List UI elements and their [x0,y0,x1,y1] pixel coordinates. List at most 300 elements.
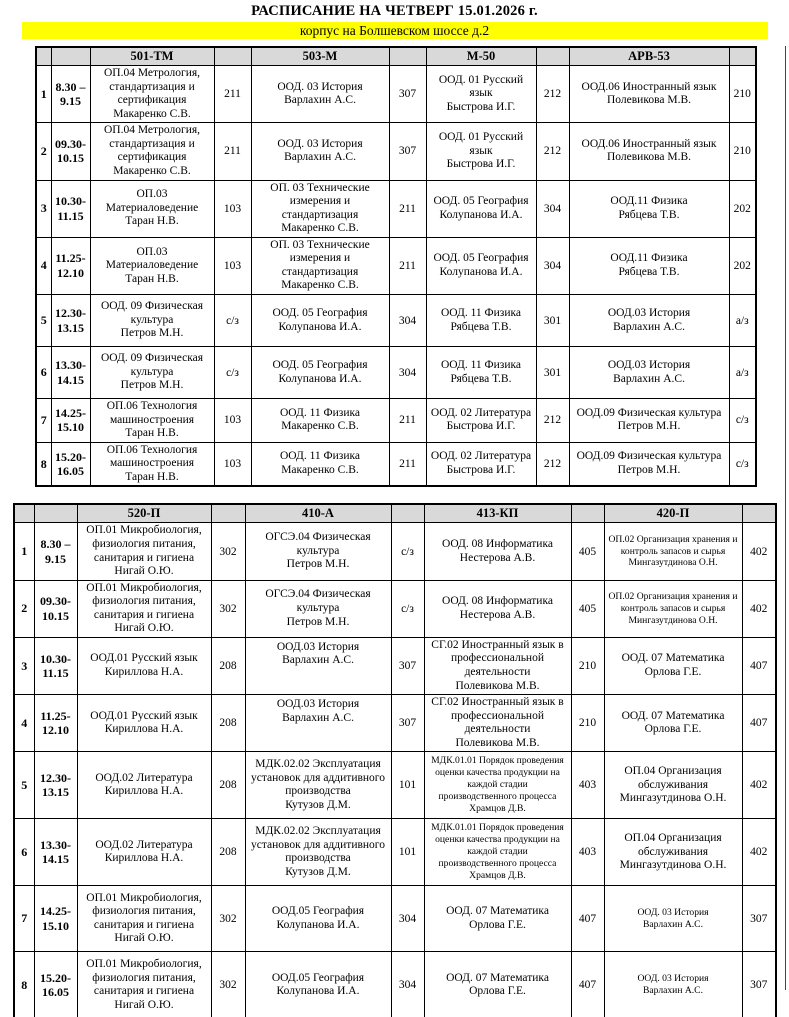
room-number: 405 [571,523,604,580]
teacher-name: Петров М.Н. [286,615,350,628]
lesson-cell [426,123,536,180]
lesson-time: 11.25-12.10 [34,695,77,752]
lesson-cell [604,952,742,1017]
lesson-time: 09.30-10.15 [34,580,77,637]
lesson-cell [426,347,536,399]
subject-name: ОП.01 Микробиология, физиология питания, санитария и гигиена [86,891,202,931]
subject-name: ООД. 05 География [272,358,368,371]
room-number: 307 [742,952,776,1017]
subject-name: ОП.01 Микробиология, физиология питания, санитария и гигиена [86,581,202,621]
room-number: 402 [742,580,776,637]
room-number: 302 [211,580,245,637]
subject-name: ОП.03 Материаловедение [105,188,199,214]
table-row [36,347,756,399]
teacher-name: Мингазутдинова О.Н. [619,792,727,805]
room-number: 307 [391,637,424,694]
lesson-cell [569,237,729,294]
lesson-cell [245,952,391,1017]
lesson-cell [77,580,211,637]
room-number: 211 [389,399,426,443]
subject-name: МДК.01.01 Порядок проведения оценки качества продукции на каждой стадии производственного процесса [431,822,564,870]
room-number: 212 [536,442,569,486]
teacher-name: Макаренко С.В. [281,222,359,235]
subject-name: ООД. 07 Математика [621,709,725,722]
lesson-cell [77,695,211,752]
teacher-name: Нестерова А.В. [459,608,536,621]
teacher-name: Быстрова И.Г. [446,158,516,171]
teacher-name: Колупанова И.А. [276,918,360,931]
subject-name: ООД.06 Иностранный язык [581,137,717,150]
lesson-cell [426,180,536,237]
lesson-cell [569,399,729,443]
lesson-cell [245,580,391,637]
table-row [36,399,756,443]
teacher-name: Варлахин А.С. [643,918,703,930]
teacher-name: Полевикова М.В. [607,151,691,164]
subject-name: ОП.04 Метрология, стандартизация и сертификация [103,67,201,107]
room-number: 101 [391,819,424,886]
teacher-name: Варлахин А.С. [284,151,356,164]
room-number: а/з [729,295,756,347]
room-number: 212 [536,399,569,443]
room-number: 302 [211,886,245,952]
teacher-name: Варлахин А.С. [613,372,685,385]
teacher-name: Колупанова И.А. [276,985,360,998]
lesson-cell [245,819,391,886]
lesson-time: 09.30-10.15 [51,123,90,180]
room-number: 302 [211,523,245,580]
lesson-cell [245,695,391,752]
header-empty-cell [34,504,77,523]
teacher-name: Кириллова Н.А. [104,666,184,678]
header-empty-cell [51,47,90,66]
subject-name: ООД. 11 Физика [279,406,361,419]
teacher-name: Кутузов Д.М. [285,865,351,878]
subject-name: ООД.01 Русский язык [90,652,198,665]
lesson-cell [424,523,571,580]
lesson-cell [424,952,571,1017]
lesson-number: 6 [14,819,34,886]
table-row [36,237,756,294]
room-number: с/з [391,580,424,637]
subject-name: ООД. 03 История [637,973,709,985]
room-number: 402 [742,523,776,580]
group-header: 420-П [604,504,742,523]
header-empty-cell [742,504,776,523]
lesson-cell [569,66,729,123]
room-number: с/з [214,295,251,347]
lesson-time: 14.25-15.10 [51,399,90,443]
room-number: 407 [742,637,776,694]
teacher-name: Кутузов Д.М. [285,798,351,811]
teacher-name: Нигай О.Ю. [114,622,174,635]
room-number: 103 [214,442,251,486]
lesson-number: 2 [36,123,51,180]
lesson-cell [77,886,211,952]
teacher-name: Варлахин А.С. [284,94,356,107]
subject-name: ООД.11 Физика [610,195,688,208]
subject-name: ОП.01 Микробиология, физиология питания, санитария и гигиена [86,524,202,564]
subject-name: ООД. 08 Информатика [442,595,553,608]
header-empty-cell [36,47,51,66]
lesson-cell [424,695,571,752]
group-header: М-50 [426,47,536,66]
lesson-cell [245,752,391,819]
teacher-name: Нигай О.Ю. [114,565,174,578]
header-empty-cell [571,504,604,523]
table-row [14,580,776,637]
subject-name: СГ.02 Иностранный язык в профессиональной деятельности [431,696,564,736]
teacher-name: Макаренко С.В. [113,107,191,120]
lesson-cell [424,752,571,819]
subject-name: ОП. 03 Технические измерения и стандартизация [270,238,370,278]
lesson-time: 12.30-13.15 [34,752,77,819]
lesson-cell [90,347,214,399]
room-number: 103 [214,237,251,294]
lesson-cell [569,180,729,237]
lesson-cell [251,180,389,237]
subject-name: ООД. 02 Литература [430,450,532,463]
subject-name: ОП.06 Технология машиностроения [106,400,198,426]
subject-name: ООД. 11 Физика [440,306,522,319]
subject-name: ООД.05 География [271,905,365,918]
group-header: 410-А [245,504,391,523]
room-number: 304 [391,952,424,1017]
room-number: 304 [536,180,569,237]
lesson-cell [604,637,742,694]
table-row [36,66,756,123]
teacher-name: Кириллова Н.А. [104,852,184,865]
subject-name: ООД.03 История [607,306,691,319]
room-number: 212 [536,123,569,180]
group-header-row [36,47,756,66]
subject-name: ООД. 05 География [272,306,368,319]
lesson-cell [604,752,742,819]
header-empty-cell [214,47,251,66]
teacher-name: Кириллова Н.А. [104,785,184,798]
subject-name: ОП.02 Организация хранения и контроль запасов и сырья [608,590,738,614]
subject-name: ООД. 03 История [277,137,363,150]
lesson-number: 5 [14,752,34,819]
lesson-cell [426,399,536,443]
campus-subtitle-highlight [22,22,768,39]
subject-name: ООД. 01 Русский язык [438,73,524,100]
table-row [36,442,756,486]
teacher-name: Орлова Г.Е. [644,666,702,678]
teacher-name: Кириллова Н.А. [104,723,184,736]
lesson-time: 10.30-11.15 [51,180,90,237]
room-number: 405 [571,580,604,637]
room-number: 210 [571,637,604,694]
teacher-name: Храмцов Д.В. [469,870,526,882]
room-number: 212 [536,66,569,123]
teacher-name: Нестерова А.В. [459,551,536,564]
lesson-time: 14.25-15.10 [34,886,77,952]
lesson-cell [251,442,389,486]
table-row [14,886,776,952]
teacher-name: Орлова Г.Е. [644,723,702,736]
table-row [36,295,756,347]
room-number: 210 [729,66,756,123]
lesson-cell [251,295,389,347]
teacher-name: Варлахин А.С. [613,320,685,333]
subject-name: ОП.04 Организация обслуживания [624,765,722,791]
lesson-cell [426,442,536,486]
lesson-cell [604,580,742,637]
teacher-name: Петров М.Н. [286,558,350,571]
subject-name: ООД. 01 Русский язык [438,131,524,157]
teacher-name: Полевикова М.В. [455,736,540,749]
lesson-cell [77,952,211,1017]
lesson-time: 8.30 – 9.15 [51,66,90,123]
lesson-cell [245,886,391,952]
lesson-time: 12.30-13.15 [51,295,90,347]
teacher-name: Таран Н.В. [125,215,179,228]
subject-name: ОП. 03 Технические измерения и стандартизация [270,181,370,221]
subject-name: ООД. 07 Математика [446,971,549,984]
room-number: 304 [389,295,426,347]
room-number: 307 [389,66,426,123]
lesson-cell [245,523,391,580]
room-number: 407 [571,886,604,952]
subject-name: ООД.05 География [271,971,365,984]
table-row [14,695,776,752]
subject-name: МДК.02.02 Эксплуатация установок для аддитивного производства [250,825,385,865]
subject-name: ООД.03 История [276,698,360,711]
table-row [14,523,776,580]
room-number: 301 [536,347,569,399]
group-header-row [14,504,776,523]
lesson-cell [604,886,742,952]
teacher-name: Быстрова И.Г. [446,420,516,433]
room-number: 202 [729,180,756,237]
table-row [36,180,756,237]
subject-name: ООД.03 История [607,358,691,371]
subject-name: ОП.02 Организация хранения и контроль запасов и сырья [608,533,738,557]
teacher-name: Мингазутдинова О.Н. [628,614,718,626]
room-number: 211 [214,66,251,123]
room-number: 304 [389,347,426,399]
room-number: 407 [742,695,776,752]
schedule-table-2 [13,503,777,1017]
subject-name: ООД. 05 География [433,252,529,265]
lesson-number: 3 [36,180,51,237]
room-number: 208 [211,695,245,752]
subject-name: ООД. 11 Физика [279,450,361,463]
lesson-cell [90,66,214,123]
group-header: 501-ТМ [90,47,214,66]
subject-name: ОГСЭ.04 Физическая культура [265,588,371,614]
teacher-name: Полевикова М.В. [455,679,540,692]
room-number: 302 [211,952,245,1017]
teacher-name: Варлахин А.С. [643,985,703,997]
subject-name: ОП.01 Микробиология, физиология питания, санитария и гигиена [86,958,202,998]
teacher-name: Быстрова И.Г. [446,100,516,113]
teacher-name: Петров М.Н. [617,420,681,433]
subject-name: ОГСЭ.04 Физическая культура [265,531,371,557]
lesson-cell [90,123,214,180]
header-empty-cell [211,504,245,523]
lesson-cell [251,66,389,123]
subject-name: ООД. 07 Математика [446,905,549,918]
lesson-time: 15.20-16.05 [34,952,77,1017]
subject-name: ООД. 09 Физическая культура [100,300,204,326]
group-header: 503-М [251,47,389,66]
room-number: с/з [729,442,756,486]
room-number: 307 [389,123,426,180]
lesson-number: 8 [14,952,34,1017]
lesson-number: 4 [14,695,34,752]
lesson-number: 1 [14,523,34,580]
room-number: 211 [389,237,426,294]
lesson-cell [426,66,536,123]
teacher-name: Орлова Г.Е. [469,918,526,931]
teacher-name: Мингазутдинова О.Н. [619,859,727,872]
subject-name: ООД.01 Русский язык [90,709,198,722]
subject-name: СГ.02 Иностранный язык в профессиональной деятельности [431,638,564,678]
teacher-name: Рябцева Т.В. [618,265,680,278]
room-number: 103 [214,180,251,237]
room-number: 211 [214,123,251,180]
lesson-number: 2 [14,580,34,637]
lesson-time: 15.20-16.05 [51,442,90,486]
subject-name: ООД.09 Физическая культура [576,450,722,463]
room-number: 211 [389,180,426,237]
schedule-table-1 [35,46,757,487]
subject-name: ОП.03 Материаловедение [105,245,199,272]
lesson-cell [90,295,214,347]
lesson-cell [424,580,571,637]
table-row [14,752,776,819]
teacher-name: Полевикова М.В. [607,94,691,107]
table-row [14,952,776,1017]
lesson-cell [90,442,214,486]
subject-name: ООД. 11 Физика [440,358,522,371]
room-number: 208 [211,637,245,694]
lesson-cell [77,523,211,580]
subject-name: ООД. 08 Информатика [442,537,553,550]
lesson-cell [604,819,742,886]
subject-name: ООД. 03 История [637,906,709,918]
room-number: 211 [389,442,426,486]
room-number: 208 [211,752,245,819]
teacher-name: Макаренко С.В. [281,464,359,477]
lesson-number: 7 [14,886,34,952]
teacher-name: Храмцов Д.В. [469,803,526,815]
teacher-name: Колупанова И.А. [439,265,523,278]
room-number: 402 [742,752,776,819]
lesson-time: 8.30 – 9.15 [34,523,77,580]
teacher-name: Таран Н.В. [125,427,179,440]
teacher-name: Быстрова И.Г. [446,464,516,477]
lesson-cell [245,637,391,694]
lesson-cell [251,237,389,294]
lesson-cell [424,637,571,694]
teacher-name: Петров М.Н. [120,327,184,340]
lesson-cell [90,180,214,237]
subject-name: ООД. 05 География [433,195,529,208]
room-number: с/з [214,347,251,399]
lesson-number: 1 [36,66,51,123]
teacher-name: Рябцева Т.В. [450,372,512,385]
room-number: 307 [742,886,776,952]
room-number: 101 [391,752,424,819]
lesson-cell [426,295,536,347]
subject-name: ООД. 09 Физическая культура [100,352,204,378]
teacher-name: Макаренко С.В. [281,420,359,433]
room-number: с/з [391,523,424,580]
teacher-name: Нигай О.Ю. [114,932,174,945]
teacher-name: Колупанова И.А. [439,208,523,221]
room-number: 403 [571,752,604,819]
subject-name: МДК.02.02 Эксплуатация установок для аддитивного производства [250,758,385,798]
teacher-name: Рябцева Т.В. [618,208,680,221]
page-edge-line [785,46,786,990]
lesson-cell [569,295,729,347]
lesson-cell [569,347,729,399]
room-number: 210 [729,123,756,180]
room-number: 202 [729,237,756,294]
teacher-name: Варлахин А.С. [282,711,354,724]
subject-name: ООД.09 Физическая культура [576,406,722,419]
lesson-cell [426,237,536,294]
room-number: 307 [391,695,424,752]
room-number: 304 [536,237,569,294]
lesson-cell [90,237,214,294]
lesson-cell [77,752,211,819]
teacher-name: Петров М.Н. [617,464,681,477]
lesson-cell [569,442,729,486]
subject-name: ООД.02 Литература [95,771,193,784]
lesson-cell [251,399,389,443]
group-header: АРВ-53 [569,47,729,66]
group-header: 520-П [77,504,211,523]
table-row [14,819,776,886]
subject-name: ООД.02 Литература [95,838,193,851]
teacher-name: Колупанова И.А. [278,372,362,385]
subject-name: ОП.04 Метрология, стандартизация и сертификация [103,124,201,164]
subject-name: ООД.11 Физика [610,252,688,265]
lesson-cell [424,886,571,952]
room-number: 301 [536,295,569,347]
subject-name: ООД.06 Иностранный язык [581,80,717,93]
lesson-cell [251,123,389,180]
page-title: РАСПИСАНИЕ НА ЧЕТВЕРГ 15.01.2026 г. [251,3,538,19]
header-empty-cell [391,504,424,523]
room-number: 407 [571,952,604,1017]
header-empty-cell [536,47,569,66]
subject-name: ООД. 02 Литература [430,406,532,419]
lesson-number: 8 [36,442,51,486]
lesson-number: 7 [36,399,51,443]
header-empty-cell [389,47,426,66]
room-number: с/з [729,399,756,443]
room-number: 403 [571,819,604,886]
room-number: 304 [391,886,424,952]
room-number: 402 [742,819,776,886]
subject-name: МДК.01.01 Порядок проведения оценки качества продукции на каждой стадии производственного процесса [431,755,564,803]
lesson-number: 3 [14,637,34,694]
room-number: 210 [571,695,604,752]
subject-name: ОП.06 Технология машиностроения [106,443,198,470]
lesson-time: 10.30-11.15 [34,637,77,694]
teacher-name: Мингазутдинова О.Н. [628,557,718,569]
room-number: 103 [214,399,251,443]
lesson-number: 5 [36,295,51,347]
table-row [36,123,756,180]
room-number: 208 [211,819,245,886]
teacher-name: Макаренко С.В. [113,164,191,177]
